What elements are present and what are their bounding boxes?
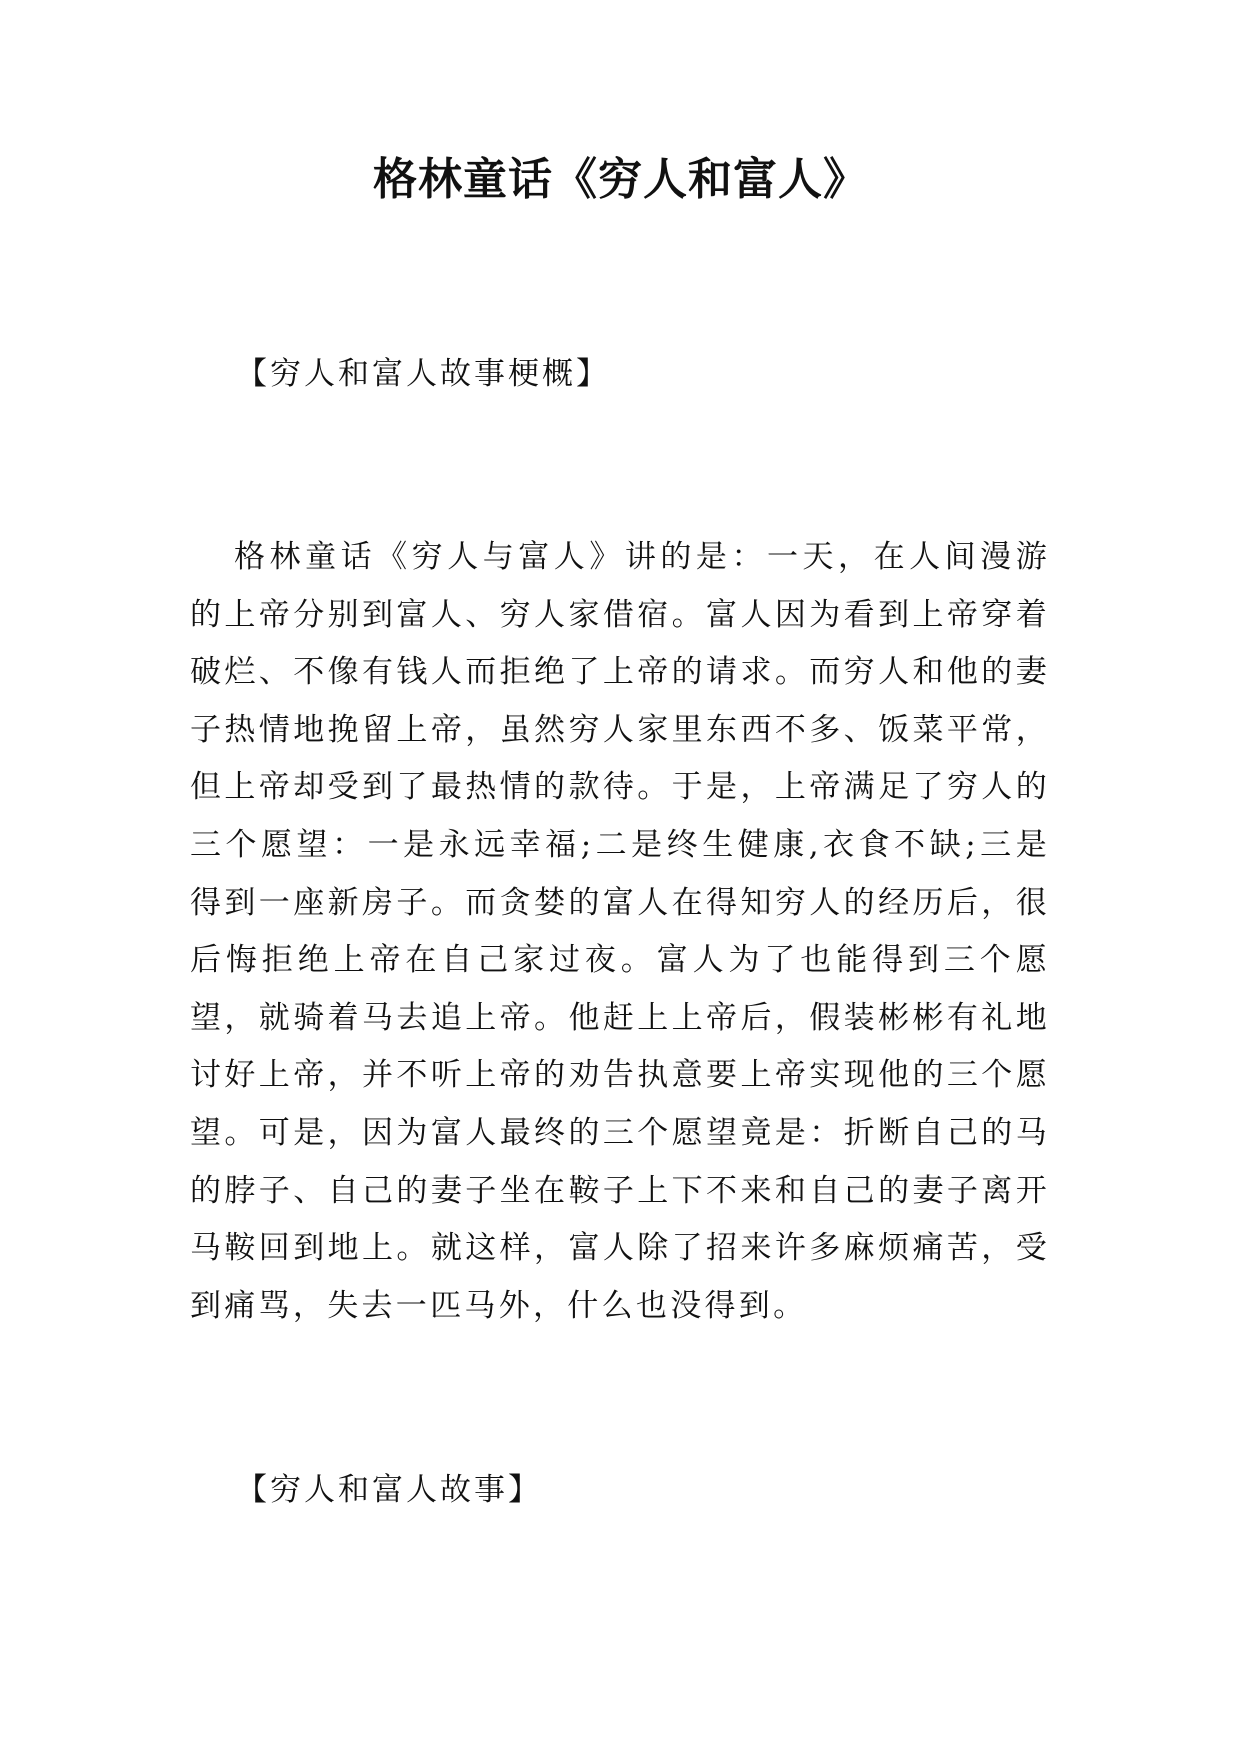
document-title: 格林童话《穷人和富人》 [373, 154, 868, 205]
section-heading-summary: 【穷人和富人故事梗概】 [236, 356, 610, 392]
section-heading-story: 【穷人和富人故事】 [236, 1472, 542, 1508]
summary-paragraph: 格林童话《穷人与富人》讲的是：一天，在人间漫游的上帝分别到富人、穷人家借宿。富人因为看到上帝穿着破烂、不像有钱人而拒绝了上帝的请求。而穷人和他的妻子热情地挽留上帝，虽然穷人家里东西不多、饭菜平常，但上帝却受到了最热情的款待。于是，上帝满足了穷人的三个愿望：一是永远幸福;二是终生健康,衣食不缺;三是得到一座新房子。而贪婪的富人在得知穷人的经历后，很后悔拒绝上帝在自己家过夜。富人为了也能得到三个愿望，就骑着马去追上帝。他赶上上帝后，假装彬彬有礼地讨好上帝，并不听上帝的劝告执意要上帝实现他的三个愿望。可是，因为富人最终的三个愿望竟是：折断自己的马的脖子、自己的妻子坐在鞍子上下不来和自己的妻子离开马鞍回到地上。就这样，富人除了招来许多麻烦痛苦，受到痛骂，失去一匹马外，什么也没得到。 [190, 539, 1050, 1324]
